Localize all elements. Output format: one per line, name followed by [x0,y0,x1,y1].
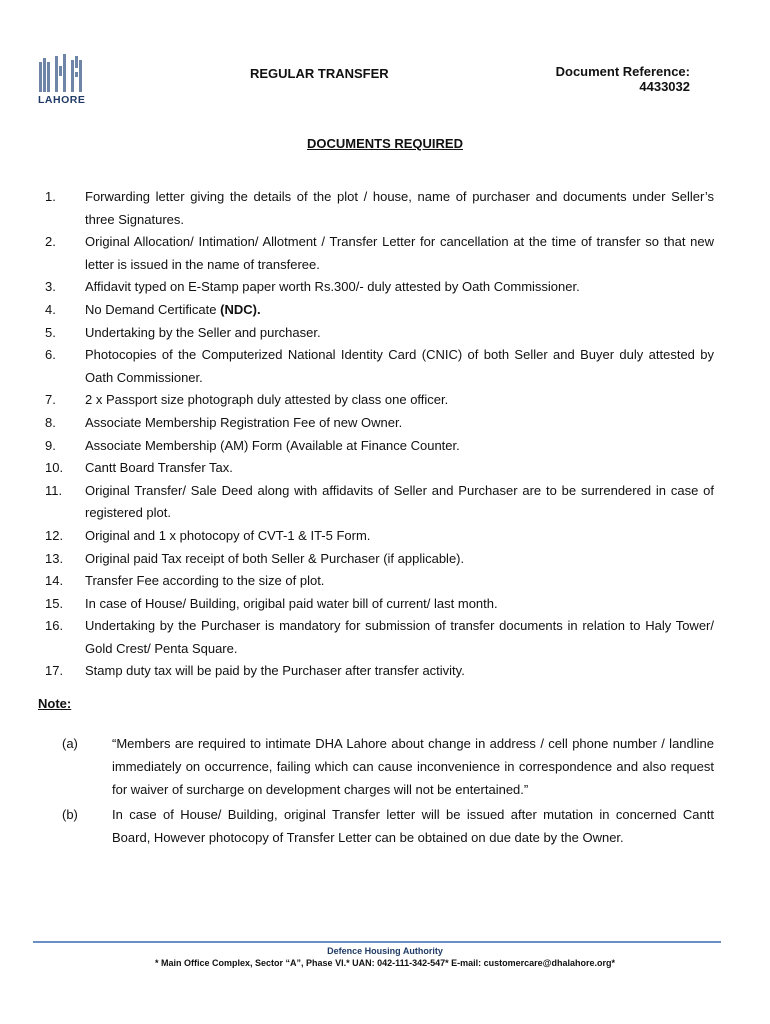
list-item-text-body: No Demand Certificate [85,301,221,317]
list-item [38,435,714,458]
logo-text: LAHORE [38,94,86,106]
list-item-text [85,660,714,683]
list-item-text [85,412,714,435]
list-item [38,570,714,593]
list-item-text [85,389,714,412]
footer-org: Defence Housing Authority [327,946,443,956]
list-item-number: 6. [45,347,56,363]
list-item [38,548,714,571]
list-item-text-body: Cantt Board Transfer Tax. [85,460,233,476]
list-item-text-body: Associate Membership (AM) Form (Available at Finance Counter. [85,437,460,453]
list-item-text [85,344,714,389]
list-item-number: 16. [45,618,64,634]
list-item-text [85,593,714,616]
list-item [38,231,714,276]
footer-divider [33,941,721,943]
list-item [38,615,714,660]
list-item-text [85,435,714,458]
list-item-text-body: Transfer Fee according to the size of plot. [85,573,325,589]
list-item [38,412,714,435]
documents-list [38,186,714,683]
note-text: “Members are required to intimate DHA Lahore about change in address / cell phone number / landline immediately on occurrence, failing which can cause inconvenience in correspondence and also request for waiver of surcharge on development charges will not be entertained.” [112,736,714,797]
list-item-text [85,480,714,525]
list-item-number: 13. [45,550,64,566]
list-item-text [85,299,714,322]
list-item [38,480,714,525]
document-reference [556,64,690,94]
list-item-text-body: In case of House/ Building, origibal paid water bill of current/ last month. [85,595,498,611]
list-item-text-body: 2 x Passport size photograph duly attested by class one officer. [85,392,449,408]
section-title: DOCUMENTS REQUIRED [306,136,463,151]
list-item-text-body: Undertaking by the Purchaser is mandatory for submission of transfer documents in relation to Haly Tower/ Gold Crest/ Penta Square. [85,618,714,656]
notes-list [38,733,714,851]
note-heading: Note: [38,696,72,711]
list-item-text [85,615,714,660]
list-item-text-body: Original paid Tax receipt of both Seller & Purchaser (if applicable). [85,550,465,566]
list-item-bold-text: (NDC). [220,301,261,317]
footer-address: * Main Office Complex, Sector “A”, Phase VI.* UAN: 042-111-342-547* E-mail: customercare@dhalahore.org* [155,958,615,968]
list-item-text-body: Original and 1 x photocopy of CVT-1 & IT-5 Form. [85,527,371,543]
list-item-number: 11. [45,482,63,498]
list-item-text [85,570,714,593]
list-item-text [85,548,714,571]
list-item-text-body: Affidavit typed on E-Stamp paper worth Rs.300/- duly attested by Oath Commissioner. [85,279,580,295]
list-item-text [85,457,714,480]
list-item-text [85,322,714,345]
doc-ref-value: 4433032 [639,79,690,94]
list-item-text-body: Stamp duty tax will be paid by the Purchaser after transfer activity. [85,663,465,679]
list-item-number: 7. [45,392,56,408]
list-item-text-body: Photocopies of the Computerized National Identity Card (CNIC) of both Seller and Buyer duly attested by Oath Commissioner. [85,347,714,385]
note-text: In case of House/ Building, original Transfer letter will be issued after mutation in concerned Cantt Board, However photocopy of Transfer Letter can be obtained on due date by the Owner. [112,807,714,846]
list-item-text-body: Forwarding letter giving the details of the plot / house, name of purchaser and documents under Seller’s three Signatures. [85,189,714,227]
list-item-number: 2. [45,234,56,250]
list-item-text-body: Undertaking by the Seller and purchaser. [85,324,321,340]
list-item [38,276,714,299]
list-item [38,389,714,412]
list-item-number: 3. [45,279,56,295]
list-item-text-body: Original Transfer/ Sale Deed along with affidavits of Seller and Purchaser are to be surrendered in case of registered plot. [85,482,714,521]
list-item [38,457,714,480]
document-title: REGULAR TRANSFER [250,66,389,81]
list-item [38,525,714,548]
list-item [38,344,714,389]
list-item-number: 4. [45,301,56,317]
note-item [38,733,714,801]
list-item [38,322,714,345]
doc-ref-label: Document Reference: [555,64,690,79]
list-item-text [85,231,714,276]
list-item-text [85,276,714,299]
list-item-text [85,525,714,548]
list-item-number: 17. [45,663,64,679]
list-item-number: 1. [45,189,56,204]
list-item-number: 5. [45,324,56,340]
list-item-number: 10. [45,460,64,476]
list-item-number: 12. [45,527,64,543]
note-label: (a) [62,736,78,751]
list-item [38,299,714,322]
list-item [38,186,714,231]
note-item [38,804,714,850]
list-item-text-body: Associate Membership Registration Fee of new Owner. [85,414,403,430]
list-item [38,593,714,616]
note-label: (b) [62,807,78,823]
list-item-text [85,186,714,231]
list-item [38,660,714,683]
list-item-number: 9. [45,437,56,453]
list-item-text-body: Original Allocation/ Intimation/ Allotment / Transfer Letter for cancellation at the time of transfer so that new letter is issued in the name of transferee. [85,234,714,272]
list-item-number: 8. [45,414,56,430]
list-item-number: 14. [45,573,64,589]
list-item-number: 15. [45,595,64,611]
